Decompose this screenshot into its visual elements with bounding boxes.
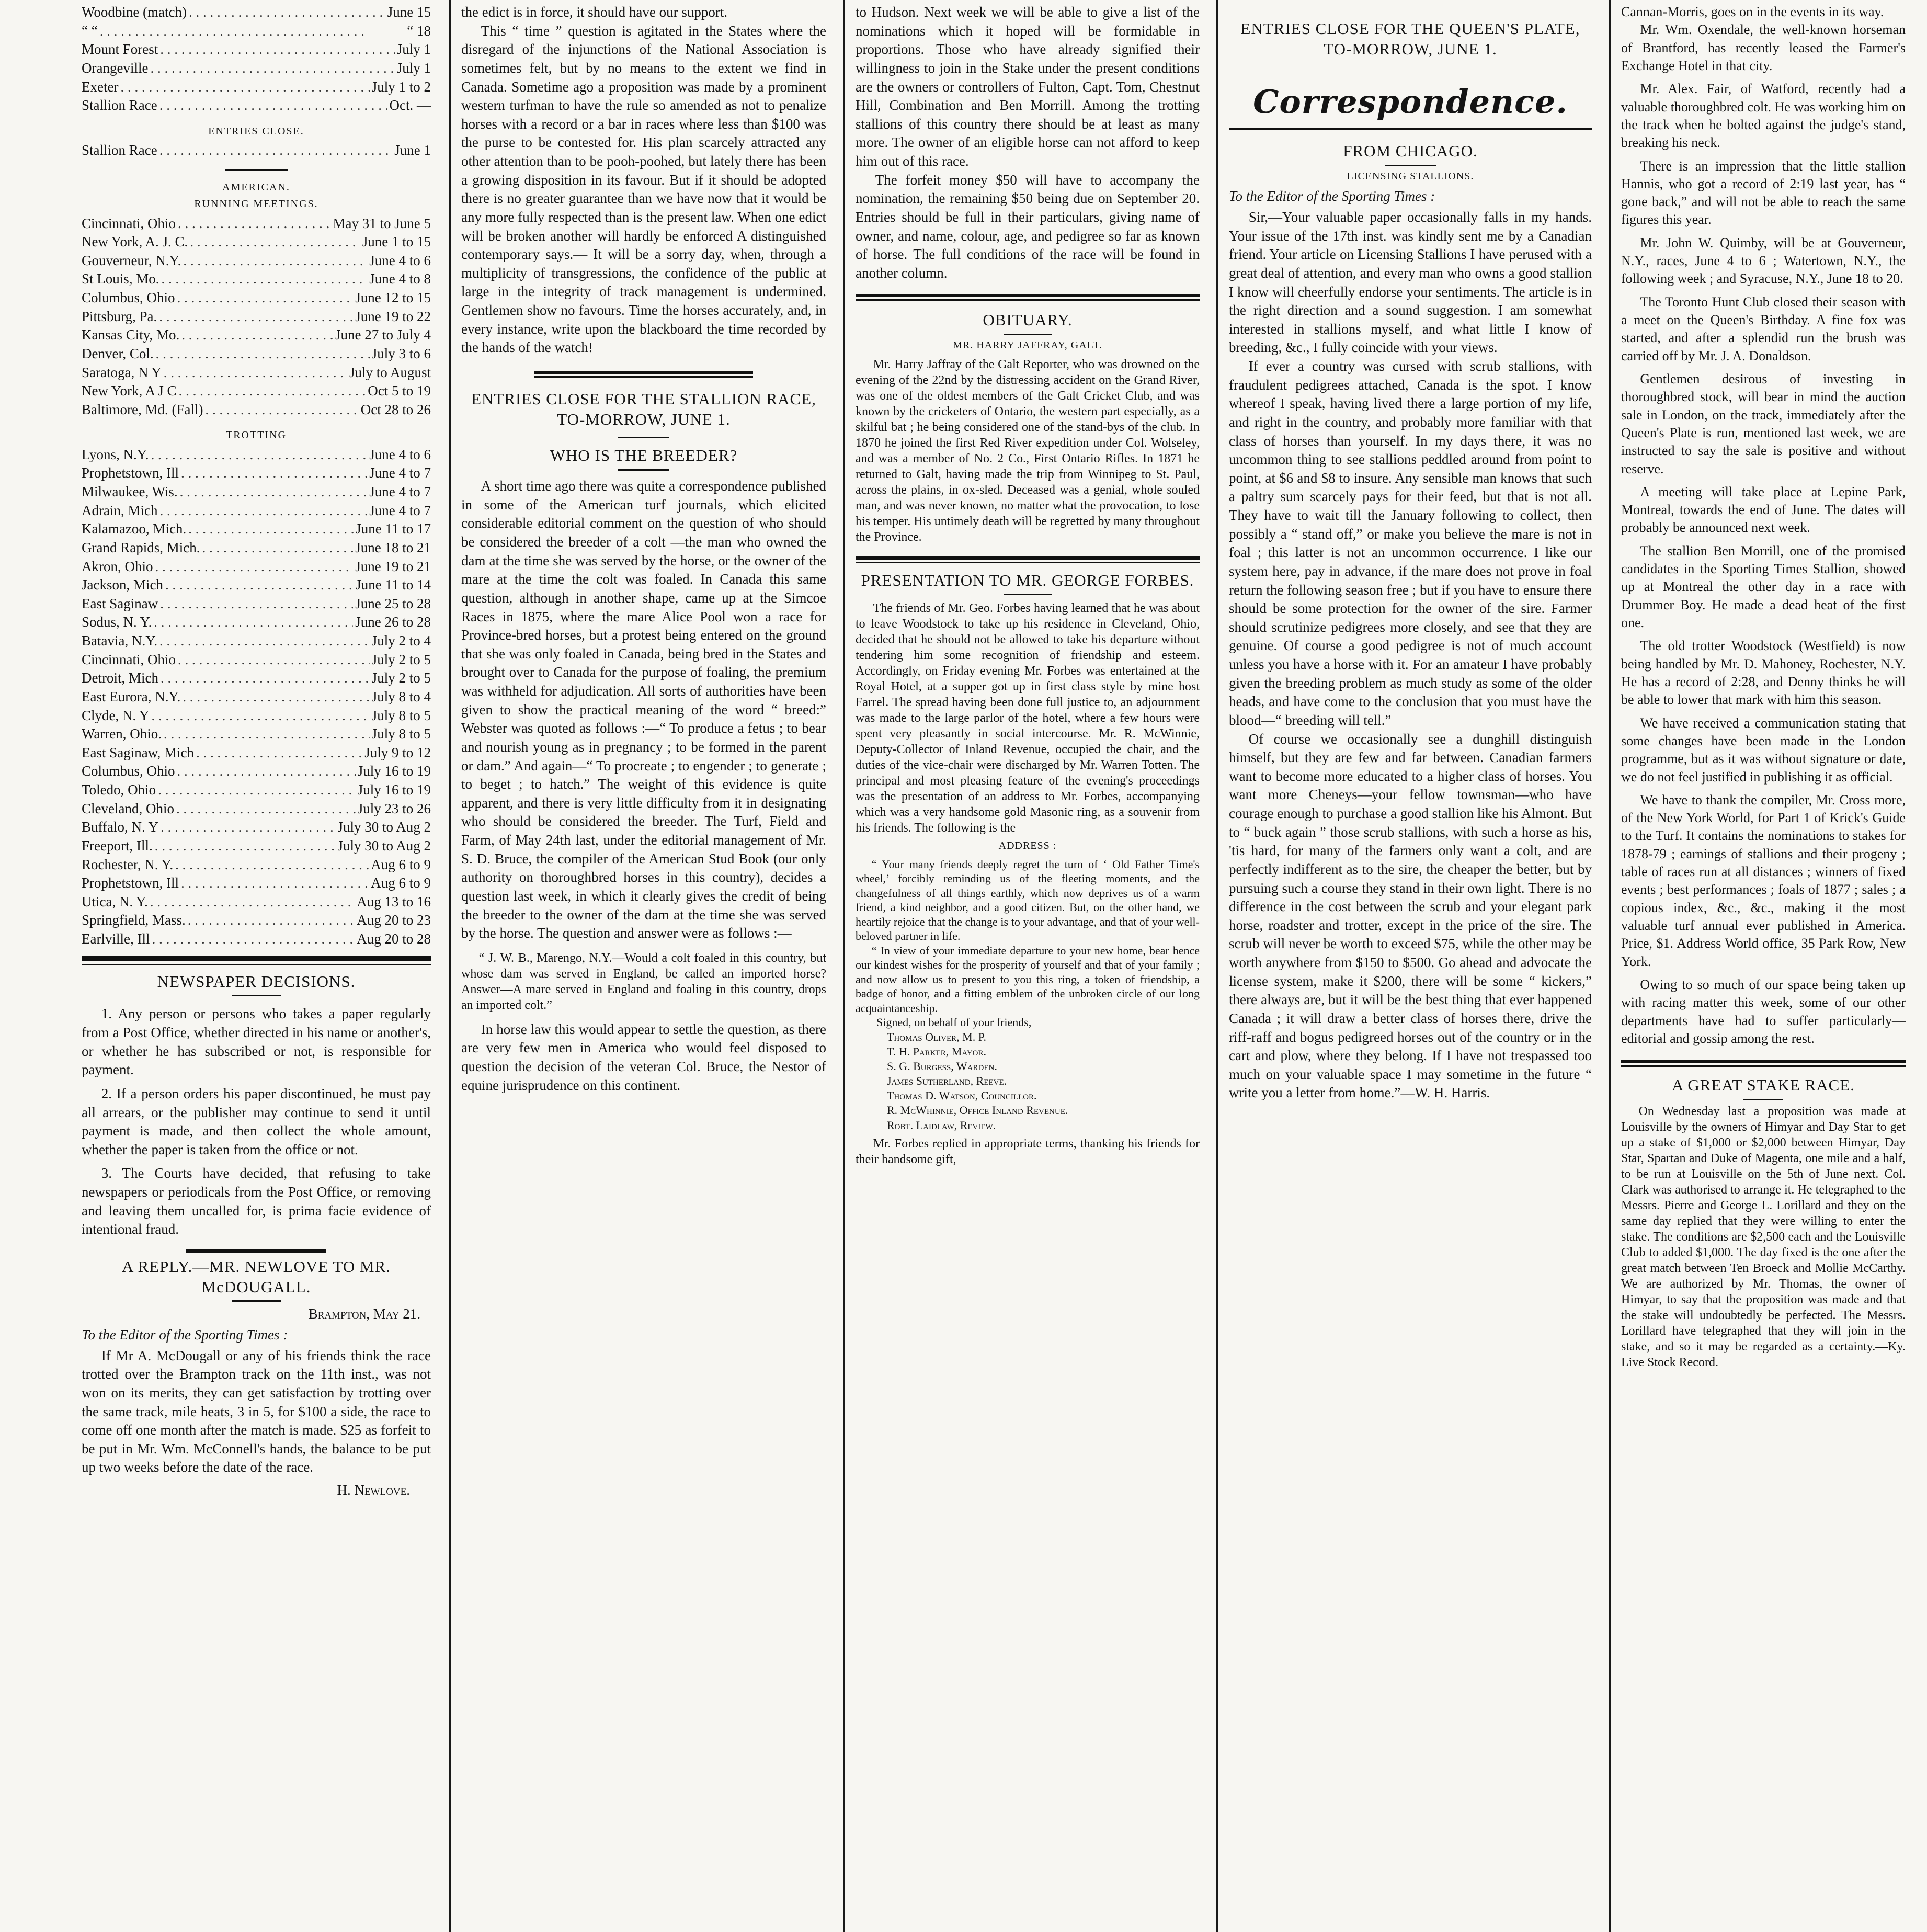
- fixture-row: [82, 800, 431, 819]
- stallion-race-heading: ENTRIES CLOSE FOR THE STALLION RACE, TO-MORROW, JUNE 1.: [471, 389, 816, 428]
- fixture-date: July 8 to 4: [371, 688, 431, 704]
- chicago-paragraph-1: Sir,—Your valuable paper occasionally falls in my hands. Your issue of the 17th inst. was kindly sent me by a Canadian friend. Your article on Licensing Stallions I have perused with a great deal of attention, and every man who owns a good stallion I know will cheerfully endorse your sentiments. The article is in the right direction and a sound suggestion. I am somewhat interested in stallions myself, and what little I know of breeding, &c., I fully coincide with your views.: [1229, 209, 1592, 356]
- fixture-name: Baltimore, Md. (Fall): [82, 401, 203, 417]
- presentation-body: The friends of Mr. Geo. Forbes having learned that he was about to leave Woodstock to take up his residence in Cleveland, Ohio, decided that he should not be allowed to take his departure without tendering him some recognition of friendship and esteem. Accordingly, on Friday evening Mr. Forbes was entertained at the Royal Hotel, at a supper got up in first class style by mine host Farrel. The spread having been done full justice to, an adjournment was made to the large parlor of the hotel, where a few hours were spent very pleasantly in social intercourse. Mr. R. McWinnie, Deputy-Collector of Inland Revenue, occupied the chair, and the duties of the vice-chair were discharged by Mr. Warren Totten. The principal and most pleasing feature of the evening's proceedings was the presentation of an address to Mr. Forbes, accompanying which was a very handsome gold Masonic ring, as a souvenir from his friends. The following is the: [856, 601, 1200, 835]
- fixture-row: [82, 401, 431, 419]
- fixture-name: Stallion Race: [82, 142, 157, 158]
- news-item: Mr. John W. Quimby, will be at Gouverneur, N.Y., races, June 4 to 6 ; Watertown, N.Y., the following week ; and Syracuse, N.Y., June 18 to 20.: [1621, 235, 1906, 287]
- fixture-name: Milwaukee, Wis.: [82, 484, 178, 500]
- column-2: [453, 0, 835, 1932]
- fixture-date: June 4 to 6: [369, 252, 431, 268]
- fixture-row: [82, 558, 431, 576]
- running-meetings-heading: RUNNING MEETINGS.: [194, 198, 318, 210]
- fixture-date: Aug 20 to 28: [357, 931, 431, 947]
- chicago-paragraph-3: Of course we occasionally see a dunghill distinguish himself, but they are few and far between. Canadian farmers want to become more educated to a higher class of horses. You want more Cheneys—your fellow townsman—who have courage enough to purchase a good stallion like his Almont. But to “ buck again ” those scrub stallions, with such a horse as his, 'tis hard, for many of the farmers only want a colt, and are perfectly indifferent as to the sire, the cheaper the better, but by pursuing such a course they stand in their own light. There is no difference in the cost between the scrub and your elegant park horse, roadster and trotter, except in the price of the sire. The scrub will never be worth to exceed $75, while the other may be worth anywhere from $150 to $500. Go ahead and advocate the license system, make it $200, there will be some “ kickers,” there always are, but it will be the best thing that ever happened Canada ; it will draw a better class of horses there, drive the riff-raff and bogus pedigreed horses out of the country or in the cart and plow, where they belong. If I have not trespassed too much on your valuable space I may sometime in the future “ write you a letter from home.”—W. H. Harris.: [1229, 731, 1592, 1101]
- fixture-name: Prophetstown, Ill: [82, 875, 179, 891]
- signer-name: S. G. Burgess, Warden.: [887, 1059, 997, 1073]
- fixture-row: [82, 308, 431, 326]
- fixture-row: [82, 96, 431, 115]
- fixture-row: [82, 382, 431, 401]
- fixture-date: July 30 to Aug 2: [337, 819, 431, 835]
- fixture-date: July 23 to 26: [357, 800, 431, 816]
- fixture-row: [82, 669, 431, 688]
- fixture-name: Warren, Ohio.: [82, 726, 162, 742]
- address-paragraph-2: “ In view of your immediate departure to your new home, bear hence our kindest wishes for the prosperity of yourself and that of your family ; and now allow us to present to you this ring, a token of friendship, a badge of honor, and a fitting emblem of the unbroken circle of our long acquaintanceship.: [856, 944, 1200, 1015]
- fixture-name: “ “: [82, 22, 98, 39]
- fixture-row: [82, 464, 431, 483]
- news-item: We have received a communication stating that some changes have been made in the London programme, but as it was without signature or date, we do not feel justified in publishing it as official.: [1621, 715, 1906, 785]
- running-meetings-list: [82, 214, 431, 419]
- signer-name: Thomas Oliver, M. P.: [887, 1030, 987, 1043]
- great-stake-body: On Wednesday last a proposition was made at Louisville by the owners of Himyar and Day Star to get up a stake of $1,000 or $2,000 between Himyar, Day Star, Spartan and Duke of Magenta, one mile and a half, to be run at Louisville on the 5th of June next. Col. Clark was authorised to arrange it. He telegraphed to the Messrs. Pierre and George L. Lorillard and they on the same day replied that they were willing to enter the stake. The conditions are $2,500 each and the Louisville Club to added $1,000. The day fixed is the one after the great match between Ten Broeck and Mollie McCarthy. We are authorized by Mr. Thomas, the owner of Himyar, to say that the proposition was made and that the stake will undoubtedly be perfected. The Messrs. Lorillard have telegraphed that they will join in the stake, and so it may be regarded as a certainty.—Ky. Live Stock Record.: [1621, 1104, 1906, 1369]
- queens-plate-heading: ENTRIES CLOSE FOR THE QUEEN'S PLATE, TO-MORROW, JUNE 1.: [1240, 19, 1580, 58]
- fixture-row: [82, 930, 431, 949]
- reply-body: If Mr A. McDougall or any of his friends think the race trotted over the Brampton track on the 11th inst., was not won on its merits, they can get satisfaction by trotting over the same track, mile heats, 3 in 5, for $100 a side, the race to come off one month after the match is made. $25 as forfeit to be put in Mr. Wm. McConnell's hands, the balance to be put up two weeks before the date of the race.: [82, 1347, 431, 1475]
- news-item: Mr. Alex. Fair, of Watford, recently had a valuable thoroughbred colt. He was working him on the track when he bolted against the judge's stand, breaking his neck.: [1621, 81, 1906, 151]
- fixture-date: July 2 to 5: [371, 651, 431, 667]
- newspaper-decisions-heading: NEWSPAPER DECISIONS.: [157, 972, 356, 991]
- fixture-date: Oct 28 to 26: [360, 401, 431, 417]
- fixture-date: July 16 to 19: [357, 763, 431, 779]
- fixture-name: Columbus, Ohio: [82, 290, 175, 306]
- fixture-name: Exeter: [82, 78, 119, 95]
- fixture-date: June 4 to 6: [369, 446, 431, 462]
- fixture-row: [82, 762, 431, 781]
- decision-item: 1. Any person or persons who takes a paper regularly from a Post Office, whether directed in his name or another's, or whether he has subscribed or not, is responsible for payment.: [82, 1006, 431, 1078]
- reply-dateline: Brampton, May 21.: [308, 1306, 420, 1322]
- fixture-date: July 2 to 5: [371, 670, 431, 686]
- news-item: A meeting will take place at Lepine Park, Montreal, towards the end of June. The dates will probably be announced next week.: [1621, 484, 1906, 536]
- fixture-row: [82, 539, 431, 558]
- fixture-date: June 27 to July 4: [335, 327, 431, 343]
- fixture-row: [82, 856, 431, 874]
- fixture-row: [82, 289, 431, 308]
- correspondence-title: Correspondence.: [1253, 82, 1568, 121]
- fixture-date: July 30 to Aug 2: [337, 837, 431, 854]
- fixture-row: [82, 613, 431, 632]
- fixture-name: Denver, Col.: [82, 345, 154, 361]
- fixture-name: Kalamazoo, Mich.: [82, 521, 187, 537]
- decision-item: 3. The Courts have decided, that refusing to take newspapers or periodicals from the Post Office, or removing and leaving them uncalled for, is prima facie evidence of intentional fraud.: [82, 1165, 431, 1237]
- fixture-date: June 26 to 28: [355, 614, 431, 630]
- news-item: Owing to so much of our space being taken up with racing matter this week, some of our other departments have had to suffer particularly—editorial and gossip among the rest.: [1621, 976, 1906, 1046]
- time-question-paragraph: This “ time ” question is agitated in the States where the disregard of the injunctions of the National Association is sometimes felt, but by no means to the extent we find in Canada. Sometime ago a proposition was made by a prominent western turfman to have the rule so amended as not to penalize horses with a record or a bar in races where less than $100 was the purse to be contested for. His plan scarcely attracted any other attention than to be pooh-poohed, but lately there has been a growing disposition in its favour. But if it should be adopted there is no greater guarantee than we have now that it would be any more fully respected than is the present law. When one edict will be broken another will hardly be enforced A distinguished contemporary says.— It will be a sorry day, when, through a multiplicity of transgressions, the confidence of the public at large in the integrity of track management is undermined. Gentlemen show no favours. Time the horses accurately, and, in every instance, write upon the blackboard the time recorded by the hands of the watch!: [461, 22, 826, 356]
- fixture-name: New York, A J C: [82, 383, 177, 399]
- fixture-name: Lyons, N.Y.: [82, 446, 149, 462]
- signer-name: James Sutherland, Reeve.: [887, 1074, 1007, 1088]
- fixture-name: Jackson, Mich: [82, 577, 163, 593]
- column-1: [73, 0, 439, 1932]
- fixture-row: [82, 520, 431, 539]
- fixture-name: Prophetstown, Ill: [82, 465, 179, 481]
- news-item: There is an impression that the little stallion Hannis, who got a record of 2:19 last year, has “ gone back,” and will not be able to reach the same figures this year.: [1621, 158, 1906, 228]
- reply-heading: A REPLY.—MR. NEWLOVE TO MR. McDOUGALL.: [122, 1257, 391, 1296]
- fixture-date: July 1: [396, 41, 431, 58]
- fixture-date: “ 18: [407, 22, 431, 39]
- col5-news-items: [1621, 21, 1906, 1048]
- canada-fixtures-list: [82, 3, 431, 115]
- fixture-row: [82, 345, 431, 363]
- news-item: Gentlemen desirous of investing in thoroughbred stock, will bear in mind the auction sale in London, on the track, immediately after the Queen's Plate is run, mentioned last week, we are instructed to say the sale is positive and without reserve.: [1621, 371, 1906, 476]
- signer-name: R. McWhinnie, Office Inland Revenue.: [887, 1104, 1068, 1117]
- from-chicago-heading: FROM CHICAGO.: [1343, 142, 1478, 161]
- fixture-date: July 1: [396, 60, 431, 76]
- fixture-name: East Saginaw: [82, 595, 158, 611]
- address-paragraph-1: “ Your many friends deeply regret the turn of ‘ Old Father Time's wheel,’ forcibly reminding us of the fleeting moments, and the changefulness of all things earthly, which now deprives us of a warm friend, a kind neighbor, and a good citizen. But, on the other hand, we heartily rejoice that the change is to your advantage, and that of your well-beloved partner in life.: [856, 857, 1200, 943]
- great-stake-heading: A GREAT STAKE RACE.: [1671, 1076, 1855, 1095]
- fixture-row: [82, 576, 431, 595]
- presentation-heading: PRESENTATION TO MR. GEORGE FORBES.: [861, 571, 1194, 589]
- fixture-row: [82, 707, 431, 725]
- news-item: Mr. Wm. Oxendale, the well-known horseman of Brantford, has recently leased the Farmer's Exchange Hotel in that city.: [1621, 22, 1906, 73]
- fixture-date: July 8 to 5: [371, 726, 431, 742]
- news-item: The stallion Ben Morrill, one of the promised candidates in the Sporting Times Stallion, showed up at Montreal the other day in a race with Drummer Boy. He made a dead heat of the first one.: [1621, 543, 1906, 630]
- fixture-row: [82, 233, 431, 252]
- obituary-subheading: MR. HARRY JAFFRAY, GALT.: [953, 339, 1102, 351]
- fixture-row: [82, 40, 431, 59]
- fixture-row: [82, 214, 431, 233]
- chicago-salutation: To the Editor of the Sporting Times :: [1229, 188, 1435, 204]
- fixture-name: Springfield, Mass.: [82, 912, 186, 928]
- fixture-row: [82, 446, 431, 464]
- col5-top-text: Cannan-Morris, goes on in the events in its way.: [1621, 4, 1884, 19]
- fixture-name: Gouverneur, N.Y.: [82, 252, 181, 268]
- fixture-date: June 11 to 14: [356, 577, 431, 593]
- fixture-date: June 4 to 7: [369, 465, 431, 481]
- fixture-name: Columbus, Ohio: [82, 763, 175, 779]
- fixture-row: [82, 725, 431, 744]
- presentation-closing: Mr. Forbes replied in appropriate terms, thanking his friends for their handsome gift,: [856, 1137, 1200, 1166]
- fixture-name: Kansas City, Mo.: [82, 327, 180, 343]
- fixture-name: East Eurora, N.Y.: [82, 688, 181, 704]
- fixture-row: [82, 595, 431, 613]
- fixture-name: Rochester, N. Y.: [82, 856, 174, 872]
- news-item: The old trotter Woodstock (Westfield) is now being handled by Mr. D. Mahoney, Rochester, N.Y. He has a record of 2:28, and Denny thinks he will be able to lower that mark with him this season.: [1621, 638, 1906, 708]
- fixture-row: [82, 3, 431, 22]
- fixture-row: [82, 893, 431, 912]
- fixture-name: Freeport, Ill.: [82, 837, 153, 854]
- american-heading: AMERICAN.: [222, 181, 290, 193]
- fixture-date: Aug 6 to 9: [371, 875, 431, 891]
- obituary-body: Mr. Harry Jaffray of the Galt Reporter, who was drowned on the evening of the 22nd by the distressing accident on the Grand River, was one of the oldest members of the Galt Cricket Club, and was known by the cricketers of Ontario, the western part especially, as a skilful bat ; he being considered one of the stand-bys of the club. In 1870 he joined the first Red River expedition under Col. Wolseley, and was a member of No. 2 Co., First Ontario Rifles. In 1871 he returned to Galt, having made the trip from Winnipeg to St. Paul, across the plains, in ox-sled. Deceased was a genial, whole souled man, and was never known, no matter what the provocation, to lose his temper. His untimely death will be regretted by many throughout the Province.: [856, 357, 1200, 544]
- fixture-date: June 1: [394, 142, 431, 158]
- fixture-row: [82, 502, 431, 520]
- chicago-paragraph-2: If ever a country was cursed with scrub stallions, with fraudulent pedigrees attached, Canada is the spot. I know whereof I speak, having lived there a large portion of my life, and right in the country, and probably more familiar with that class of horses than yourself. In my days there, it was no uncommon thing to see stallions peddled around from point to point, at $6 and $8 to insure. Any sensible man knows that such a paltry sum scarcely pays for their feed, but that is not all. They have to wait till the January following to collect, then possibly a “ stand off,” or make you believe the mare is not in foal ; this latter is not an uncommon occurrence. I like our system here, pay in advance, if the mare does not prove in foal return the following season free ; but if you have to ensure there should be some protection for the owner of the sire. Farmer should scrutinize pedigrees more closely, and see that they are genuine. Of course a good pedigree is not of much account unless you have a horse with it. For an amateur I have probably given the breeding problem as much study as some of the older heads, and have come to the conclusion that you must have the blood—“ breeding will tell.”: [1229, 358, 1592, 728]
- news-item: We have to thank the compiler, Mr. Cross more, of the New York World, for Part 1 of Krick's Guide to the Turf. It contains the nominations to stakes for 1878-79 ; earnings of stallions and their progeny ; table of races run at all distances ; winners of fixed events ; best performances ; foals of 1877 ; sales ; a copious index, &c., &c., making it the most valuable turf annual ever published in America. Price, $1. Address World office, 35 Park Row, New York.: [1621, 792, 1906, 969]
- col3-top-text: to Hudson. Next week we will be able to give a list of the nominations which it hoped will be formidable in proportions. Those who have already signified their willingness to join in the Stake under the present conditions are the owners or controllers of Fulton, Capt. Tom, Chestnut Hill, Combination and Ben Morrill. Among the trotting stallions of this country there should be at least as many more. The owner of an eligible horse can not afford to keep him out of this race.: [856, 4, 1200, 169]
- col2-top-text: the edict is in force, it should have our support.: [461, 4, 728, 20]
- signed-line: Signed, on behalf of your friends,: [876, 1016, 1032, 1029]
- fixture-name: Cincinnati, Ohio: [82, 651, 176, 667]
- who-is-breeder-heading: WHO IS THE BREEDER?: [550, 446, 738, 465]
- fixture-name: Orangeville: [82, 60, 149, 76]
- fixture-date: June 11 to 17: [356, 521, 431, 537]
- fixture-date: June 4 to 7: [369, 502, 431, 518]
- fixture-name: Akron, Ohio: [82, 558, 153, 574]
- signers-list: [856, 1030, 1200, 1133]
- fixture-name: Cincinnati, Ohio: [82, 215, 176, 231]
- decision-item: 2. If a person orders his paper discontinued, he must pay all arrears, or the publisher may continue to send it until payment is made, and then collect the whole amount, whether the paper is taken from the office or not.: [82, 1085, 431, 1157]
- fixture-date: June 12 to 15: [355, 290, 431, 306]
- fixture-name: Toledo, Ohio: [82, 782, 156, 798]
- fixture-name: Clyde, N. Y: [82, 707, 150, 723]
- fixture-row: [82, 688, 431, 707]
- fixture-date: Aug 13 to 16: [357, 893, 431, 910]
- trotting-heading: TROTTING: [226, 429, 287, 441]
- fixture-date: June 4 to 8: [369, 271, 431, 287]
- signer-name: Robt. Laidlaw, Review.: [887, 1118, 996, 1132]
- fixture-row: [82, 874, 431, 893]
- fixture-name: Buffalo, N. Y: [82, 819, 158, 835]
- entries-close-heading: ENTRIES CLOSE.: [208, 125, 304, 137]
- fixture-date: July 16 to 19: [357, 782, 431, 798]
- fixture-row: [82, 270, 431, 289]
- fixture-date: July 9 to 12: [364, 744, 431, 760]
- fixture-name: Cleveland, Ohio: [82, 800, 174, 816]
- fixture-name: Detroit, Mich: [82, 670, 158, 686]
- fixture-row: [82, 483, 431, 502]
- fixture-row: [82, 363, 431, 382]
- fixture-date: June 4 to 7: [369, 484, 431, 500]
- fixture-name: Stallion Race: [82, 97, 157, 113]
- fixture-name: Mount Forest: [82, 41, 158, 58]
- news-item: The Toronto Hunt Club closed their season with a meet on the Queen's Birthday. A fine fox was started, and after a splendid run the brush was carried off by Mr. J. A. Donaldson.: [1621, 294, 1906, 363]
- fixture-name: Saratoga, N Y: [82, 364, 162, 380]
- fixture-date: June 19 to 21: [355, 558, 431, 574]
- reply-salutation: To the Editor of the Sporting Times :: [82, 1327, 288, 1343]
- fixture-date: July to August: [349, 364, 431, 380]
- fixture-name: Pittsburg, Pa.: [82, 308, 157, 324]
- breeder-paragraph-1: A short time ago there was quite a correspondence published in some of the American turf journals, which elicited considerable editorial comment on the question of who should be considered the breeder of a colt —the man who owned the dam at the time she was served by the horse, or the owner of the mare at the time the colt was foaled. In Canada this same question, although in another shape, came up at the Simcoe Races in 1875, where the mare Alice Pool won a race for Province-bred horses, but a protest being entered on the ground that she was only foaled in Canada, being bred in the States and brought over to Canada for the purpose of foaling, the premium was withheld for adjudication. All sorts of authorities have been given to show the practical meaning of the word “ breed:” Webster was quoted as follows :—“ To produce a fetus ; to bear and nourish young as in pregnancy ; to be formed in the parent or dam.” And again—“ To procreate ; to engender ; to generate ; to beget ; to hatch.” The weight of this evidence is quite apparent, and there is very little difficulty from it in designating who should be considered the breeder. The Turf, Field and Farm, of May 24th last, under the editorial management of Mr. S. D. Bruce, the compiler of the American Stud Book (our only authority on thoroughbred horses in this country), decides a question last week, in which it clearly gives the credit of being the breeder to the owner of the dam at the time she was served by the horse. The question and answer were as follows :—: [461, 478, 826, 941]
- fixture-name: Earlville, Ill: [82, 931, 150, 947]
- fixture-row: [82, 744, 431, 763]
- fixture-date: July 8 to 5: [371, 707, 431, 723]
- fixture-name: New York, A. J. C.: [82, 234, 188, 250]
- fixture-name: Sodus, N. Y.: [82, 614, 152, 630]
- fixture-date: June 18 to 21: [355, 539, 431, 555]
- fixture-row: [82, 252, 431, 270]
- fixture-name: Batavia, N.Y.: [82, 633, 157, 649]
- fixture-row: [82, 632, 431, 651]
- fixture-date: July 3 to 6: [371, 345, 431, 361]
- column-4: [1221, 0, 1600, 1932]
- fixture-name: Utica, N. Y.: [82, 893, 148, 910]
- fixture-date: May 31 to June 5: [333, 215, 431, 231]
- fixture-row: [82, 78, 431, 97]
- fixture-row: [82, 22, 431, 41]
- obituary-heading: OBITUARY.: [983, 311, 1073, 329]
- signer-name: T. H. Parker, Mayor.: [887, 1044, 986, 1058]
- fixture-date: June 25 to 28: [355, 595, 431, 611]
- fixture-date: July 2 to 4: [371, 633, 431, 649]
- fixture-row: [82, 59, 431, 78]
- column-3: [847, 0, 1208, 1932]
- entries-close-row: [82, 141, 431, 160]
- address-heading: ADDRESS :: [998, 840, 1057, 852]
- forfeit-paragraph: The forfeit money $50 will have to accompany the nomination, the remaining $50 being due on September 20. Entries should be full in their particulars, giving name of owner, and name, colour, age, and pedigree so far as known of horse. The full conditions of the race will be found in another column.: [856, 172, 1200, 281]
- fixture-date: July 1 to 2: [371, 78, 431, 95]
- fixture-name: Woodbine (match): [82, 4, 187, 20]
- fixture-date: Oct. —: [389, 97, 431, 113]
- fixture-row: [82, 911, 431, 930]
- breeder-quote: “ J. W. B., Marengo, N.Y.—Would a colt foaled in this country, but whose dam was served in England, be called an imported horse? Answer—A mare served in England and foaling in this country, drops an imported colt.”: [461, 951, 826, 1012]
- decisions-list: [82, 1005, 431, 1239]
- breeder-paragraph-2: In horse law this would appear to settle the question, as there are very few men in America who would feel disposed to question the decision of the veteran Col. Bruce, the Nestor of equine jurisprudence on this continent.: [461, 1021, 826, 1093]
- fixture-name: St Louis, Mo.: [82, 271, 159, 287]
- fixture-date: June 15: [387, 4, 431, 20]
- fixture-row: [82, 651, 431, 669]
- fixture-date: Aug 20 to 23: [357, 912, 431, 928]
- fixture-row: [82, 781, 431, 800]
- column-5: [1613, 0, 1914, 1932]
- fixture-name: Adrain, Mich: [82, 502, 158, 518]
- signer-name: Thomas D. Watson, Councillor.: [887, 1089, 1037, 1103]
- licensing-stallions-subheading: LICENSING STALLIONS.: [1347, 171, 1474, 183]
- trotting-meetings-list: [82, 446, 431, 949]
- fixture-date: June 19 to 22: [355, 308, 431, 324]
- fixture-name: Grand Rapids, Mich.: [82, 539, 200, 555]
- fixture-date: June 1 to 15: [362, 234, 431, 250]
- reply-signature: H. Newlove.: [337, 1482, 410, 1498]
- fixture-row: [82, 837, 431, 856]
- fixture-date: Oct 5 to 19: [368, 383, 431, 399]
- fixture-row: [82, 818, 431, 837]
- fixture-date: Aug 6 to 9: [371, 856, 431, 872]
- fixture-row: [82, 326, 431, 345]
- fixture-name: East Saginaw, Mich: [82, 744, 194, 760]
